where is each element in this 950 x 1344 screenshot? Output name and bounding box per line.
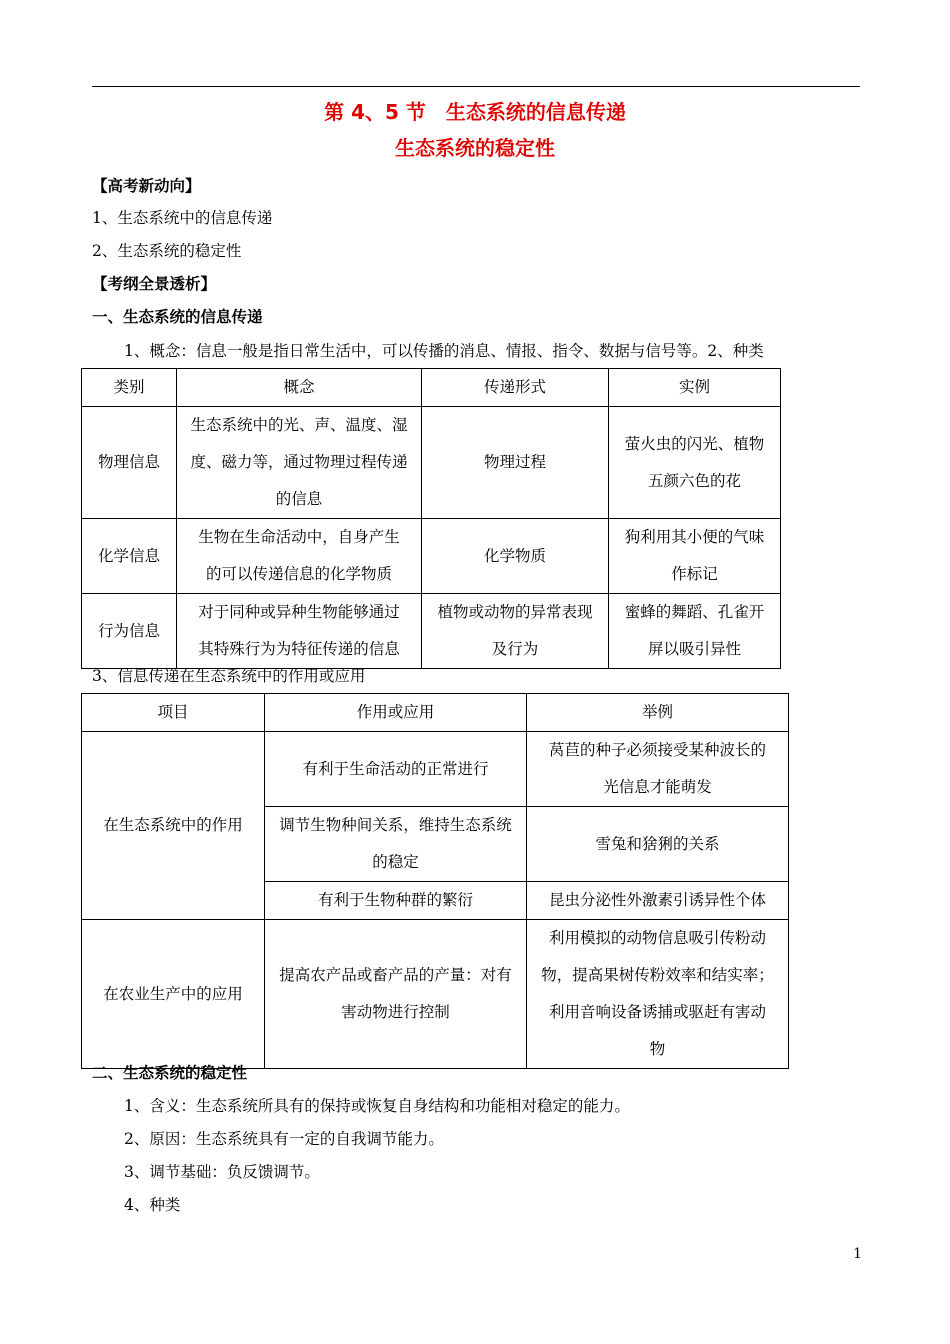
table-row — [82, 732, 789, 807]
trend-item: 1、生态系统中的信息传递 — [92, 209, 273, 227]
example-cell: 萤火虫的闪光、植物 五颜六色的花 — [609, 407, 781, 519]
table-row — [82, 407, 781, 519]
table-header: 类别 — [82, 369, 177, 407]
info-types-table — [81, 368, 781, 669]
form-cell: 植物或动物的异常表现 及行为 — [422, 594, 609, 669]
use-cell: 有利于生物种群的繁衍 — [265, 882, 527, 920]
table-header: 举例 — [527, 694, 789, 732]
concept-cell: 对于同种或异种生物能够通过 其特殊行为为特征传递的信息 — [177, 594, 422, 669]
part2-heading: 二、生态系统的稳定性 — [92, 1064, 248, 1082]
example-cell: 蜜蜂的舞蹈、孔雀开 屏以吸引异性 — [609, 594, 781, 669]
info-role-table — [81, 693, 789, 1069]
stability-item: 2、原因：生态系统具有一定的自我调节能力。 — [124, 1130, 444, 1148]
table-header: 作用或应用 — [265, 694, 527, 732]
table-header: 项目 — [82, 694, 265, 732]
role-heading: 3、信息传递在生态系统中的作用或应用 — [92, 667, 366, 685]
example-cell: 利用模拟的动物信息吸引传粉动 物，提高果树传粉效率和结实率； 利用音响设备诱捕或驱赶有害动 物 — [527, 920, 789, 1069]
concept-cell: 生态系统中的光、声、温度、湿 度、磁力等，通过物理过程传递 的信息 — [177, 407, 422, 519]
example-cell: 狗利用其小便的气味 作标记 — [609, 519, 781, 594]
header-rule — [92, 86, 860, 87]
use-cell: 提高农产品或畜产品的产量：对有 害动物进行控制 — [265, 920, 527, 1069]
table-header: 传递形式 — [422, 369, 609, 407]
table-row — [82, 519, 781, 594]
use-cell: 调节生物种间关系，维持生态系统 的稳定 — [265, 807, 527, 882]
table-header: 概念 — [177, 369, 422, 407]
example-cell: 莴苣的种子必须接受某种波长的 光信息才能萌发 — [527, 732, 789, 807]
item-cell: 在农业生产中的应用 — [82, 920, 265, 1069]
page-number: 1 — [853, 1246, 862, 1262]
type-cell: 化学信息 — [82, 519, 177, 594]
stability-item: 1、含义：生态系统所具有的保持或恢复自身结构和功能相对稳定的能力。 — [124, 1097, 630, 1115]
stability-item: 3、调节基础：负反馈调节。 — [124, 1163, 320, 1181]
type-cell: 物理信息 — [82, 407, 177, 519]
form-cell: 物理过程 — [422, 407, 609, 519]
part1-heading: 一、生态系统的信息传递 — [92, 308, 263, 326]
outline-heading: 【考纲全景透析】 — [92, 275, 217, 293]
stability-item: 4、种类 — [124, 1196, 181, 1214]
page-title: 第 4、5 节 生态系统的信息传递 — [324, 100, 626, 124]
trend-item: 2、生态系统的稳定性 — [92, 242, 242, 260]
example-cell: 雪兔和猞猁的关系 — [527, 807, 789, 882]
concept-cell: 生物在生命活动中，自身产生 的可以传递信息的化学物质 — [177, 519, 422, 594]
table-row — [82, 594, 781, 669]
form-cell: 化学物质 — [422, 519, 609, 594]
table-header: 实例 — [609, 369, 781, 407]
item-cell: 在生态系统中的作用 — [82, 732, 265, 920]
example-cell: 昆虫分泌性外激素引诱异性个体 — [527, 882, 789, 920]
page-subtitle: 生态系统的稳定性 — [395, 136, 555, 160]
use-cell: 有利于生命活动的正常进行 — [265, 732, 527, 807]
type-cell: 行为信息 — [82, 594, 177, 669]
concept-text: 1、概念：信息一般是指日常生活中，可以传播的消息、情报、指令、数据与信号等。2、种类 — [124, 342, 764, 360]
trend-heading: 【高考新动向】 — [92, 177, 201, 195]
table-row — [82, 920, 789, 1069]
